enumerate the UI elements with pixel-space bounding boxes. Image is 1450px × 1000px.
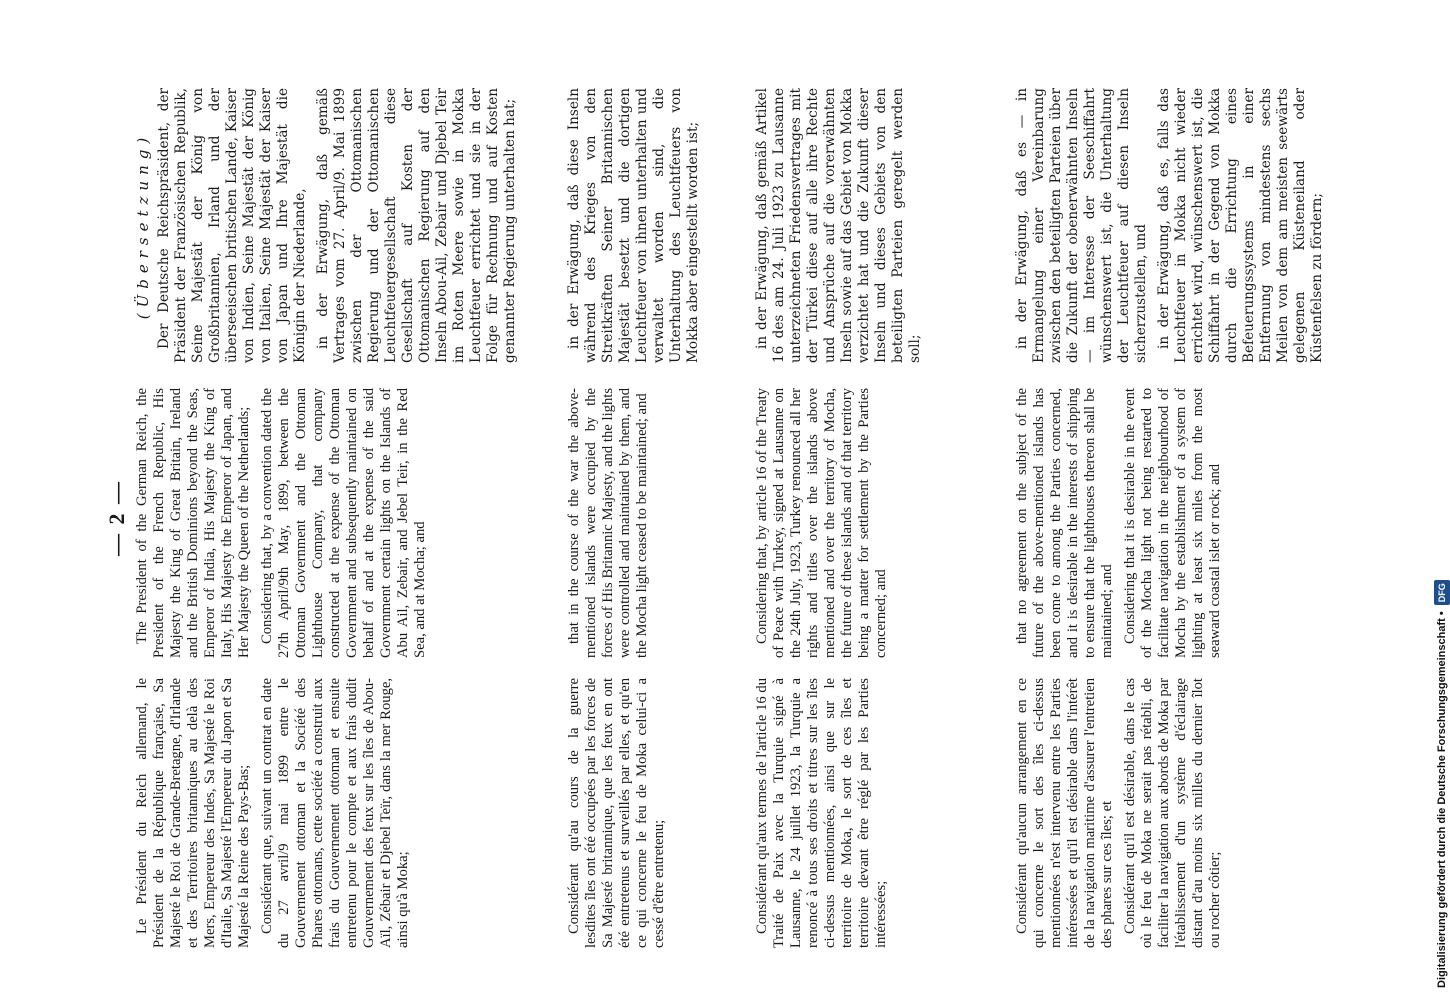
- paragraph-block: [1014, 678, 1230, 948]
- paragraph-de-3: in der Erwägung, daß diese Inseln während des Krieges von den Streitkräften Seiner Britannischen Majestät besetzt und die dortigen Leuchtfeuer von ihnen unterhalten und verwaltet worden sind, die Unterhaltung des Leuchtfeuers von Mokka aber eingestellt worden ist;: [566, 88, 701, 363]
- paragraph-en-2: Considering that, by a convention dated the 27th April/9th May, 1899, between the Ottoman Government and the Ottoman Lighthouse Company, that company constructed at the expense of the Ottoman Government and subsequently maintained on behalf of and at the expense of the said Government certain lights on the Islands of Abu Ail, Zebair, and Jebel Teir, in the Red Sea, and at Mocha; and: [259, 388, 428, 658]
- column-german: [134, 88, 1406, 363]
- paragraph-en-3: that in the course of the war the above-mentioned islands were occupied by the forces of His Britannic Majesty, and the lights were controlled and maintained by them, and the Mocha light ceased to be maintained; and: [566, 388, 650, 658]
- paragraph-fr-1: Le Président du Reich allemand, le Président de la République française, Sa Majesté le Roi de Grande-Bretagne, d'Irlande et des Territoires britanniques au delà des Mers, Empereur des Indes, Sa Majesté le Roi d'Italie, Sa Majesté l'Empereur du Japon et Sa Majesté la Reine des Pays-Bas;: [134, 678, 252, 948]
- paragraph-en-1: The President of the German Reich, the President of the French Republic, His Majesty the King of Great Britain, Ireland and the British Dominions beyond the Seas, Emperor of India, His Majesty the King of Italy, His Majesty the Emperor of Japan, and Her Majesty the Queen of the Netherlands;: [134, 388, 252, 658]
- credit-label: Digitalisierung gefördert durch die Deutsche Forschungsgemeinschaft •: [1436, 611, 1448, 988]
- paragraph-block: [566, 678, 674, 948]
- paragraph-de-5: in der Erwägung, daß es — in Ermangelung einer Vereinbarung zwischen den beteiligten Parteien über die Zukunft der obenerwähnten Inseln — im Interesse der Seeschiffahrt wünschenswert ist, die Unterhaltung der Leuchtfeuer auf diesen Inseln sicherzustellen, und: [1014, 88, 1149, 363]
- paragraph-en-5: that no agreement on the subject of the future of the above-mentioned islands has been come to among the Parties concerned, and it is desirable in the interests of shipping to ensure that the lighthouses thereon shall be maintained; and: [1014, 388, 1115, 658]
- digitization-credit: [1412, 8, 1448, 998]
- page-number: — 2 —: [104, 480, 129, 556]
- digitization-credit-text: [1434, 8, 1450, 988]
- paragraph-block: [754, 388, 896, 658]
- paragraph-de-6: in der Erwägung, daß es, falls das Leuchtfeuer in Mokka nicht wieder errichtet wird, wünschenswert ist, die Schiffahrt in der Gegend von Mokka durch die Errichtung eines Befeuerungssystems in einer Entfernung von mindestens sechs Meilen von dem am meisten seewärts gelegenen Küsteneiland oder Küstenfelsen zu fördern;: [1156, 88, 1325, 363]
- paragraph-fr-4: Considérant qu'aux termes de l'article 16 du Traité de Paix avec la Turquie signé à Lausanne, le 24 juillet 1923, la Turquie a renoncé à tous ses droits et titres sur les îles ci-dessus mentionnées, ainsi que sur le territoire de Moka, le sort de ces îles et territoire devant être réglé par les Parties intéressées;: [754, 678, 889, 948]
- paragraph-block: [566, 88, 708, 363]
- paragraph-en-6: Considering that it is desirable in the event of the Mocha light not being restarted to facilitate navigation in the neighbourhood of Mocha by the establishment of a system of lighting at least six miles from the most seaward coastal islet or rock; and: [1122, 388, 1223, 658]
- paragraph-block: [134, 678, 418, 948]
- paragraph-fr-5: Considérant qu'aucun arrangement en ce qui concerne le sort des îles ci-dessus mentionnées n'est intervenu entre les Parties intéressées et qu'il est désirable dans l'intérêt de la navigation maritime d'assurer l'entretien des phares sur ces îles; et: [1014, 678, 1115, 948]
- translation-heading: (Übersetzung): [134, 131, 152, 320]
- paragraph-fr-3: Considérant qu'au cours de la guerre lesdites îles ont été occupées par les forces de Sa Majesté britannique, que les feux en ont été entretenus et surveillés par elles, et qu'en ce qui concerne le feu de Moka celui-ci a cessé d'être entretenu;: [566, 678, 667, 948]
- paragraph-de-1: Der Deutsche Reichspräsident, der Präsident der Französischen Republik, Seine Majestät der König von Großbritannien, Irland und der überseeischen britischen Lande, Kaiser von Indien, Seine Majestät der König von Italien, Seine Majestät der Kaiser von Japan und Ihre Majestät die Königin der Niederlande,: [156, 88, 308, 363]
- column-english: [134, 388, 1406, 658]
- rotated-document-page: [100, 88, 1410, 948]
- paragraph-block: [134, 388, 435, 658]
- paragraph-block: [754, 88, 930, 363]
- text-columns: [134, 88, 1406, 948]
- paragraph-block: [566, 388, 657, 658]
- paragraph-block: [134, 88, 525, 363]
- paragraph-block: [754, 678, 896, 948]
- paragraph-block: [1014, 388, 1230, 658]
- paragraph-block: [1014, 88, 1332, 363]
- paragraph-de-4: in der Erwägung, daß gemäß Artikel 16 des am 24. Juli 1923 zu Lausanne unterzeichneten Friedensvertrages mit der Türkei diese auf alle ihre Rechte und Ansprüche auf die vorerwähnten Inseln sowie auf das Gebiet von Mokka verzichtet hat und die Zukunft dieser Inseln und dieses Gebiets von den beteiligten Parteien geregelt werden soll;: [754, 88, 923, 363]
- dfg-logo: DFG: [1434, 580, 1450, 605]
- paragraph-fr-6: Considérant qu'il est désirable, dans le cas où le feu de Moka ne serait pas rétabli, de faciliter la navigation aux abords de Moka par l'établissement d'un système d'éclairage distant d'au moins six milles du dernier îlot ou rocher côtier;: [1122, 678, 1223, 948]
- paragraph-fr-2: Considérant que, suivant un contrat en date du 27 avril/9 mai 1899 entre le Gouvernement ottoman et la Société des Phares ottomans, cette société a construit aux frais du Gouvernement ottoman et ensuite entretenu pour le compte et aux frais dudit Gouvernement des feux sur les îles de Abou-Aïl, Zébair et Djebel Teïr, dans la mer Rouge, ainsi qu'à Moka;: [259, 678, 411, 948]
- column-french: [134, 678, 1406, 948]
- paragraph-en-4: Considering that, by article 16 of the Treaty of Peace with Turkey, signed at Lausanne on the 24th July, 1923, Turkey renounced all her rights and titles over the islands above mentioned and over the territory of Mocha, the future of these islands and of that territory being a matter for settlement by the Parties concerned; and: [754, 388, 889, 658]
- paragraph-de-2: in der Erwägung, daß gemäß Vertrages vom 27. April/9. Mai 1899 zwischen der Ottomanischen Regierung und der Ottomanischen Leuchtfeuergesellschaft diese Gesellschaft auf Kosten der Ottomanischen Regierung auf den Inseln Abou-Ail, Zebair und Djebel Teir im Roten Meere sowie in Mokka Leuchtfeuer errichtet und sie in der Folge für Rechnung und auf Kosten genannter Regierung unterhalten hat;: [315, 88, 518, 363]
